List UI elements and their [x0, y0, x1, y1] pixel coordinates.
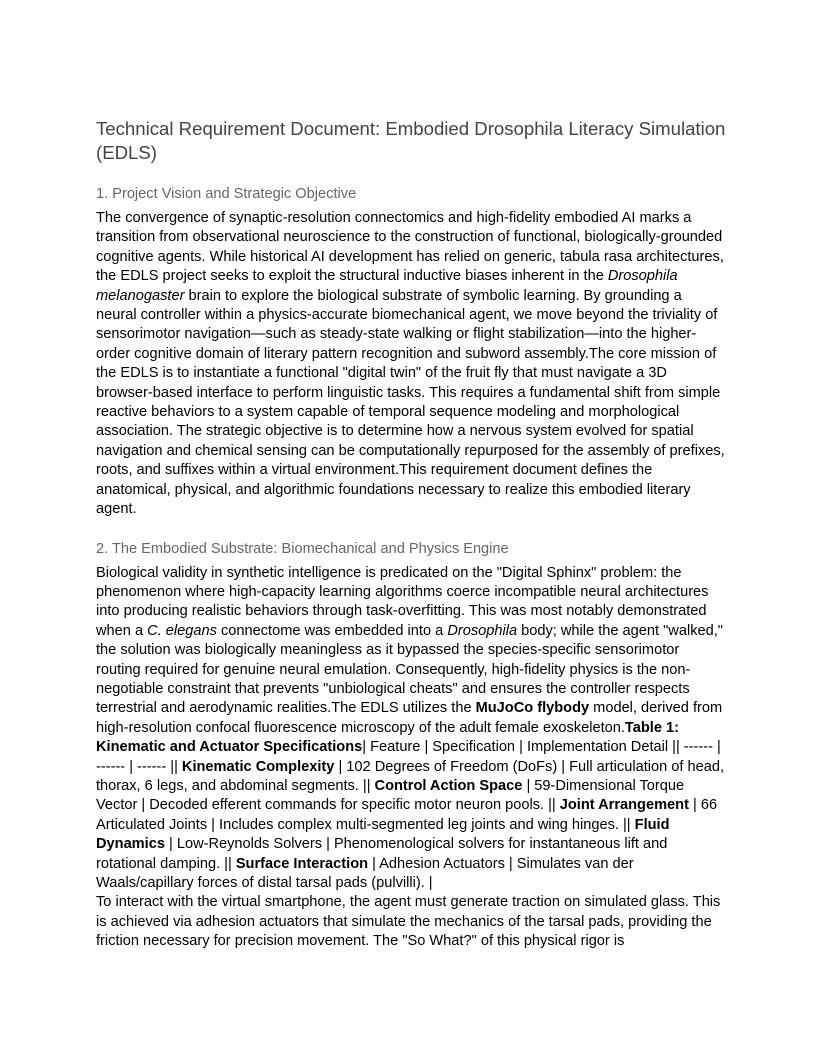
drosophila-name: Drosophila	[447, 622, 518, 639]
s2-text-b: connectome was embedded into a	[216, 622, 448, 639]
table-row-label: Joint Arrangement	[559, 797, 689, 814]
section-1-paragraph	[96, 209, 726, 520]
model-name: MuJoCo flybody	[475, 700, 590, 717]
species-name: Drosophila melanogaster	[96, 268, 678, 304]
table-row-text: | 102 Degrees of Freedom (DoFs) | Full articulation of head, thorax, 6 legs, and abdominal segments. ||	[96, 758, 725, 794]
table-row-label: Surface Interaction	[235, 855, 369, 872]
document-page	[96, 117, 726, 952]
table-row-text: | 59-Dimensional Torque Vector | Decoded efferent commands for specific motor neuron pools. ||	[96, 777, 685, 814]
s2-text-c: body; while the agent "walked," the solution was biologically meaningless as it bypassed the species-specific sensorimotor routing required for genuine neural emulation. Consequently, high-fidelity physics is the non-negotiable constraint that prevents "unbiological cheats" and ensures the controller respects terrestrial and aerodynamic realities.The EDLS utilizes the	[96, 622, 723, 717]
section-2-paragraph-continued: To interact with the virtual smartphone, the agent must generate traction on simulated glass. This is achieved via adhesion actuators that simulate the mechanics of the tarsal pads, providing the friction necessary for precision movement. The "So What?" of this physical rigor is	[96, 894, 721, 950]
section-2-heading: 2. The Embodied Substrate: Biomechanical and Physics Engine	[96, 540, 509, 557]
table-row-label: Kinematic Complexity	[181, 758, 335, 775]
s2-text-d: model, derived from high-resolution confocal fluorescence microscopy of the adult female exoskeleton.	[96, 700, 723, 736]
table-header-text: | Feature | Specification | Implementation Detail || ------ | ------ | ------ ||	[96, 739, 721, 775]
elegans-name: C. elegans	[147, 622, 217, 639]
table-row-text: | Adhesion Actuators | Simulates van der Waals/capillary forces of distal tarsal pads (pulvilli). |	[96, 855, 634, 891]
table-row-text: | 66 Articulated Joints | Includes complex multi-segmented leg joints and wing hinges. ||	[96, 797, 718, 833]
s1-text-b: brain to explore the biological substrate of symbolic learning. By grounding a neural controller within a physics-accurate biomechanical agent, we move beyond the triviality of sensorimotor navigation—such as steady-state walking or flight stabilization—into the higher-order cognitive domain of literary pattern recognition and subword assembly.The core mission of the EDLS is to instantiate a functional "digital twin" of the fruit fly that must navigate a 3D browser-based interface to perform linguistic tasks. This requires a fundamental shift from simple reactive behaviors to a system capable of temporal sequence modeling and morphological association. The strategic objective is to determine how a nervous system evolved for spatial navigation and chemical sensing can be computationally repurposed for the assembly of prefixes, roots, and suffixes within a virtual environment.This requirement document defines the anatomical, physical, and algorithmic foundations necessary to realize this embodied literary agent.	[96, 287, 725, 518]
table-title: Table 1: Kinematic and Actuator Specifications	[96, 719, 679, 756]
section-1-heading: 1. Project Vision and Strategic Objective	[96, 186, 357, 202]
s2-text-a: Biological validity in synthetic intelligence is predicated on the "Digital Sphinx" problem: the phenomenon where high-capacity learning algorithms coerce incompatible neural architectures into producing realistic behaviors through task-overfitting. This was most notably demonstrated when a	[96, 564, 709, 639]
s1-text-a: The convergence of synaptic-resolution connectomics and high-fidelity embodied AI marks a transition from observational neuroscience to the construction of functional, biologically-grounded cognitive agents. While historical AI development has relied on generic, tabula rasa architectures, the EDLS project seeks to exploit the structural inductive biases inherent in the	[96, 210, 724, 285]
table-row-label: Control Action Space	[374, 777, 523, 794]
table-row-label: Fluid Dynamics	[96, 816, 670, 853]
document-title: Technical Requirement Document: Embodied Drosophila Literacy Simulation (EDLS)	[96, 118, 726, 163]
table-row-text: | Low-Reynolds Solvers | Phenomenological solvers for instantaneous lift and rotational damping. ||	[96, 836, 668, 872]
section-2-paragraph	[96, 564, 726, 894]
